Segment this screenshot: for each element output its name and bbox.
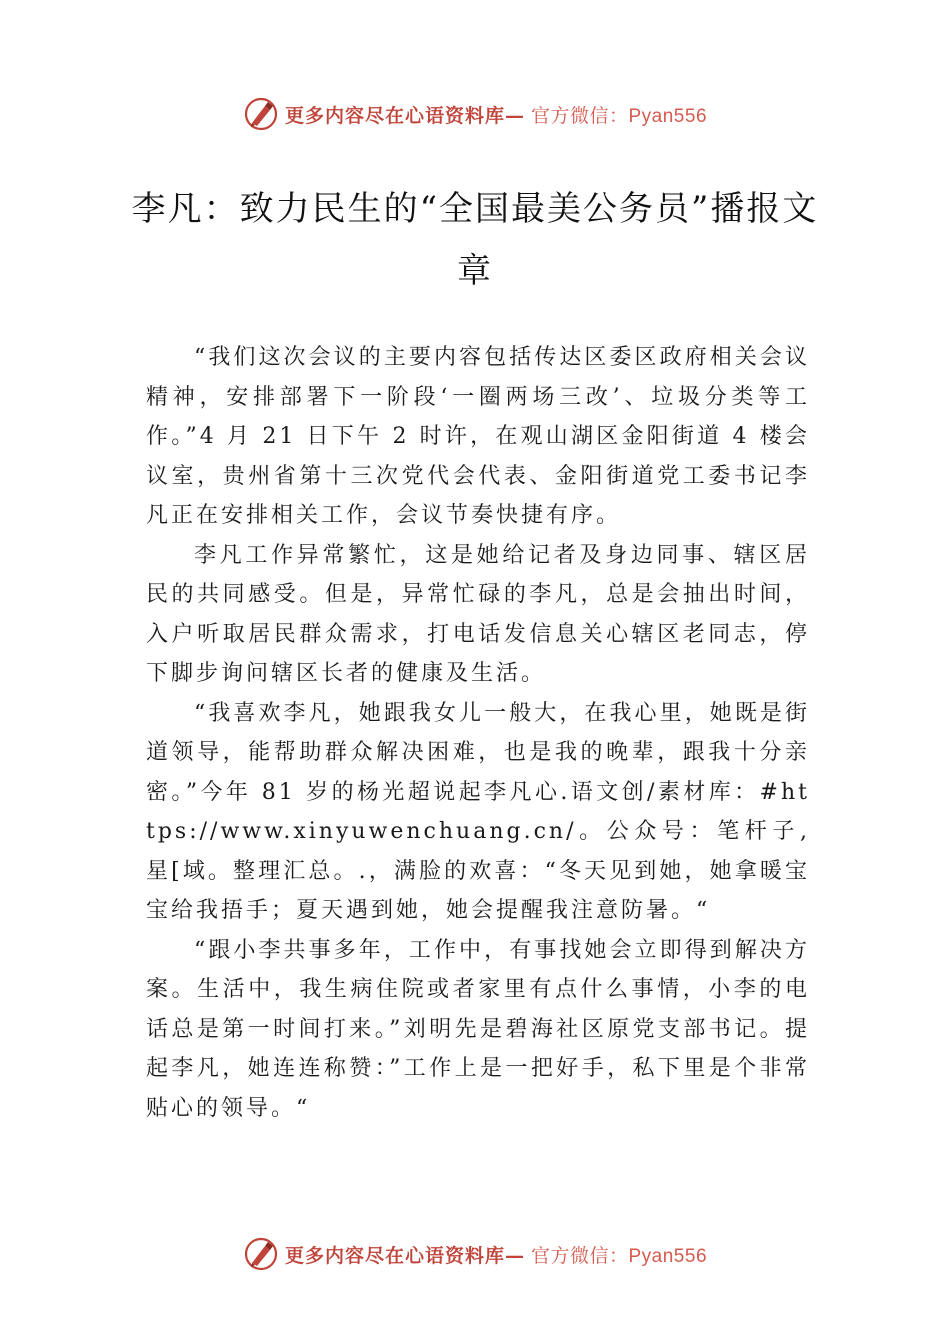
article-title: 李凡：致力民生的“全国最美公务员”播报文章 <box>131 189 819 291</box>
banner-wechat-id: 官方微信：Pyan556 <box>531 105 708 127</box>
article-body <box>146 338 810 1128</box>
header-watermark-banner <box>0 92 950 136</box>
paragraph-2: 李凡工作异常繁忙，这是她给记者及身边同事、辖区居民的共同感受。但是，异常忙碌的李凡，总是会抽出时间， 入户听取居民群众需求，打电话发信息关心辖区老同志，停下脚步询问辖区长者的健康及生活。 <box>146 542 810 686</box>
banner-slogan: 更多内容尽在心语资料库— <box>284 104 525 127</box>
paragraph-1: “我们这次会议的主要内容包括传达区委区政府相关会议精神，安排部署下一阶段‘一圈两场三改’、垃圾分类等工作。”4 月 21 日下午 2 时许，在观山湖区金阳街道 4 楼会议室，贵州省第十三次党代会代表、金阳街道党工委书记李凡正在安排相关工作，会议节奏快捷有序。 <box>146 345 810 528</box>
footer-watermark-banner <box>0 1232 950 1276</box>
pen-logo-icon <box>243 1236 279 1272</box>
banner-slogan: 更多内容尽在心语资料库— <box>284 1244 525 1267</box>
paragraph-4: “跟小李共事多年，工作中，有事找她会立即得到解决方案。生活中，我生病住院或者家里有点什么事情，小李的电话总是第一时间打来。”刘明先是碧海社区原党支部书记。提起李凡，她连连称赞：”工作上是一把好手，私下里是个非常贴心的领导。“ <box>146 937 810 1121</box>
paragraph-3: “我喜欢李凡，她跟我女儿一般大，在我心里，她既是街道领导，能帮助群众解决困难，也是我的晚辈，跟我十分亲密。”今年 81 岁的杨光超说起李凡心.语文创/素材库：#https://www.xinyuwenchuang.cn/。公众号：笔杆子,星[域。整理汇总。.，满脸的欢喜：“冬天见到她，她拿暖宝宝给我捂手；夏天遇到她，她会提醒我注意防暑。“ <box>146 700 810 923</box>
banner-wechat-id: 官方微信：Pyan556 <box>531 1245 708 1267</box>
pen-logo-icon <box>243 96 279 132</box>
